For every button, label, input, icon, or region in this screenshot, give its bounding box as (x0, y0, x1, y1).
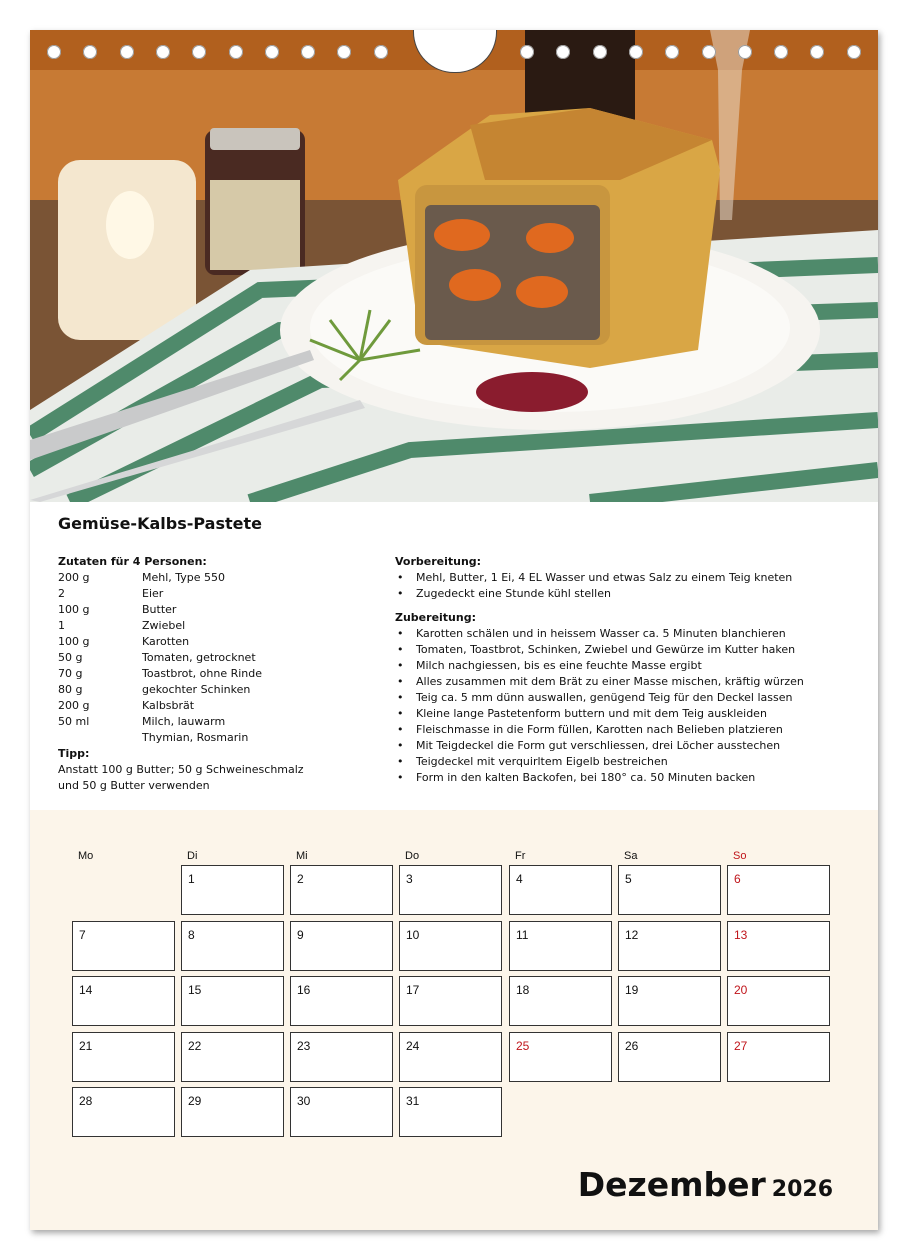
binding-hole-icon (556, 45, 570, 59)
preparation-heading: Vorbereitung: (395, 555, 482, 568)
day-cell (399, 1032, 502, 1082)
binding-hole-icon (774, 45, 788, 59)
day-number: 9 (297, 927, 304, 942)
day-cell (290, 921, 393, 971)
ingredient-name: Karotten (142, 635, 190, 648)
day-number: 13 (734, 927, 748, 942)
method-step: • Milch nachgiessen, bis es eine feuchte Masse ergibt (395, 658, 855, 674)
day-cell (727, 976, 830, 1026)
method-step: • Teig ca. 5 mm dünn auswallen, genügend Teig für den Deckel lassen (395, 690, 855, 706)
day-number: 26 (625, 1038, 639, 1053)
binding-hole-icon (738, 45, 752, 59)
binding-hole-icon (47, 45, 61, 59)
day-cell (181, 865, 284, 915)
day-cell (72, 1032, 175, 1082)
day-cell (618, 921, 721, 971)
ingredient-amount: 2 (58, 587, 65, 600)
ingredient-row (58, 586, 378, 602)
day-cell (72, 976, 175, 1026)
weekday-label: Di (187, 850, 198, 862)
ingredient-amount: 50 g (58, 651, 83, 664)
binding-hole-icon (520, 45, 534, 59)
weekday-label: Sa (624, 850, 638, 862)
method-step: • Kleine lange Pastetenform buttern und mit dem Teig auskleiden (395, 706, 855, 722)
ingredient-name: Mehl, Type 550 (142, 571, 226, 584)
method-step: • Mit Teigdeckel die Form gut verschliessen, drei Löcher ausstechen (395, 738, 855, 754)
day-cell (618, 976, 721, 1026)
day-cell (509, 865, 612, 915)
recipe-section (30, 502, 878, 810)
ingredients-column (58, 554, 378, 794)
binding-hole-icon (301, 45, 315, 59)
binding-hole-icon (337, 45, 351, 59)
instructions-column (395, 554, 855, 786)
ingredient-name: Kalbsbrät (142, 699, 195, 712)
preparation-list (395, 570, 855, 602)
day-cell (181, 921, 284, 971)
day-cell (727, 1032, 830, 1082)
tip-line: und 50 g Butter verwenden (58, 779, 210, 792)
method-step: • Alles zusammen mit dem Brät zu einer Masse mischen, kräftig würzen (395, 674, 855, 690)
day-number: 14 (79, 983, 93, 998)
ingredient-row (58, 618, 378, 634)
day-cell (399, 1087, 502, 1137)
ingredient-list (58, 570, 378, 746)
day-number: 12 (625, 927, 639, 942)
day-number: 24 (406, 1038, 420, 1053)
ingredient-name: Tomaten, getrocknet (142, 651, 256, 664)
tip-heading: Tipp: (58, 747, 90, 760)
weekday-label: Mo (78, 850, 94, 862)
day-number: 16 (297, 983, 311, 998)
day-number: 10 (406, 927, 420, 942)
recipe-title: Gemüse-Kalbs-Pastete (58, 514, 262, 533)
day-cell (290, 1032, 393, 1082)
ingredient-row (58, 570, 378, 586)
pate-photo-illustration (30, 30, 878, 502)
tip-line: Anstatt 100 g Butter; 50 g Schweineschmalz (58, 763, 304, 776)
day-number: 6 (734, 872, 741, 886)
recipe-photo (30, 30, 878, 502)
preparation-step: • Mehl, Butter, 1 Ei, 4 EL Wasser und etwas Salz zu einem Teig kneten (395, 570, 855, 586)
weekday-label: Do (405, 850, 420, 862)
day-number: 30 (297, 1094, 311, 1109)
day-cell (727, 921, 830, 971)
day-cell (399, 865, 502, 915)
weekday-label: Fr (515, 850, 526, 862)
calendar-section (30, 810, 878, 1230)
ingredient-amount: 80 g (58, 683, 83, 696)
calendar-page (30, 30, 878, 1230)
ingredient-row (58, 730, 378, 746)
ingredient-amount: 50 ml (58, 715, 90, 728)
day-number: 20 (734, 983, 748, 998)
day-number: 11 (516, 927, 529, 942)
weekday-label: Mi (296, 850, 308, 862)
preparation-step: • Zugedeckt eine Stunde kühl stellen (395, 586, 855, 602)
binding-hole-icon (702, 45, 716, 59)
binding-hole-icon (810, 45, 824, 59)
day-cell (618, 865, 721, 915)
ingredient-amount: 100 g (58, 603, 90, 616)
day-number: 1 (188, 872, 195, 886)
year-label: 2026 (771, 1177, 833, 1202)
method-step: • Form in den kalten Backofen, bei 180° ca. 50 Minuten backen (395, 770, 855, 786)
ingredients-heading: Zutaten für 4 Personen: (58, 555, 207, 568)
ingredient-row (58, 634, 378, 650)
day-number: 23 (297, 1038, 311, 1053)
day-cell (181, 976, 284, 1026)
ingredient-name: Thymian, Rosmarin (142, 731, 249, 744)
month-name: Dezember (577, 1165, 766, 1204)
method-list (395, 626, 855, 786)
binding-hole-icon (665, 45, 679, 59)
weekday-label: So (733, 850, 747, 862)
binding-hole-icon (629, 45, 643, 59)
method-step: • Fleischmasse in die Form füllen, Karotten nach Belieben platzieren (395, 722, 855, 738)
day-number: 29 (188, 1094, 202, 1109)
day-cell (509, 976, 612, 1026)
method-heading: Zubereitung: (395, 611, 476, 624)
day-cell (290, 865, 393, 915)
day-cell (399, 976, 502, 1026)
day-cell (181, 1087, 284, 1137)
day-number: 3 (406, 872, 413, 886)
ingredient-row (58, 602, 378, 618)
ingredient-amount: 70 g (58, 667, 83, 680)
binding-hole-icon (83, 45, 97, 59)
ingredient-name: gekochter Schinken (142, 683, 251, 696)
day-number: 18 (516, 983, 530, 998)
ingredient-row (58, 714, 378, 730)
day-number: 2 (297, 872, 304, 886)
month-title (578, 1165, 833, 1204)
ingredient-amount: 100 g (58, 635, 90, 648)
day-number: 15 (188, 983, 202, 998)
method-step: • Teigdeckel mit verquirltem Eigelb bestreichen (395, 754, 855, 770)
day-cell (618, 1032, 721, 1082)
ingredient-name: Eier (142, 587, 164, 600)
ingredient-amount: 1 (58, 619, 65, 632)
ingredient-name: Milch, lauwarm (142, 715, 226, 728)
method-step: • Karotten schälen und in heissem Wasser ca. 5 Minuten blanchieren (395, 626, 855, 642)
binding-hole-icon (847, 45, 861, 59)
ingredient-row (58, 666, 378, 682)
day-number: 27 (734, 1038, 748, 1053)
day-cell (72, 1087, 175, 1137)
ingredient-row (58, 698, 378, 714)
day-number: 25 (516, 1038, 530, 1053)
day-number: 31 (406, 1094, 420, 1109)
method-step: • Tomaten, Toastbrot, Schinken, Zwiebel und Gewürze im Kutter haken (395, 642, 855, 658)
binding-hole-icon (265, 45, 279, 59)
day-cell (399, 921, 502, 971)
day-cell (290, 976, 393, 1026)
binding-hole-icon (156, 45, 170, 59)
ingredient-amount: 200 g (58, 571, 90, 584)
day-number: 7 (79, 927, 86, 942)
ingredient-amount: 200 g (58, 699, 90, 712)
day-number: 17 (406, 983, 420, 998)
day-number: 28 (79, 1094, 93, 1109)
day-cell (509, 921, 612, 971)
day-number: 19 (625, 983, 639, 998)
day-cell (290, 1087, 393, 1137)
binding-hole-icon (593, 45, 607, 59)
ingredient-row (58, 682, 378, 698)
ingredient-name: Zwiebel (142, 619, 186, 632)
binding-hole-icon (374, 45, 388, 59)
binding-hole-icon (120, 45, 134, 59)
ingredient-row (58, 650, 378, 666)
day-cell (727, 865, 830, 915)
day-cell (509, 1032, 612, 1082)
day-cell (181, 1032, 284, 1082)
day-number: 4 (516, 872, 523, 886)
day-number: 8 (188, 927, 195, 942)
day-number: 21 (79, 1038, 93, 1053)
day-number: 22 (188, 1038, 202, 1053)
day-number: 5 (625, 872, 632, 886)
ingredient-name: Toastbrot, ohne Rinde (142, 667, 263, 680)
binding-hole-icon (229, 45, 243, 59)
binding-hole-icon (192, 45, 206, 59)
ingredient-name: Butter (142, 603, 177, 616)
day-cell (72, 921, 175, 971)
ingredient-amount (58, 730, 142, 746)
